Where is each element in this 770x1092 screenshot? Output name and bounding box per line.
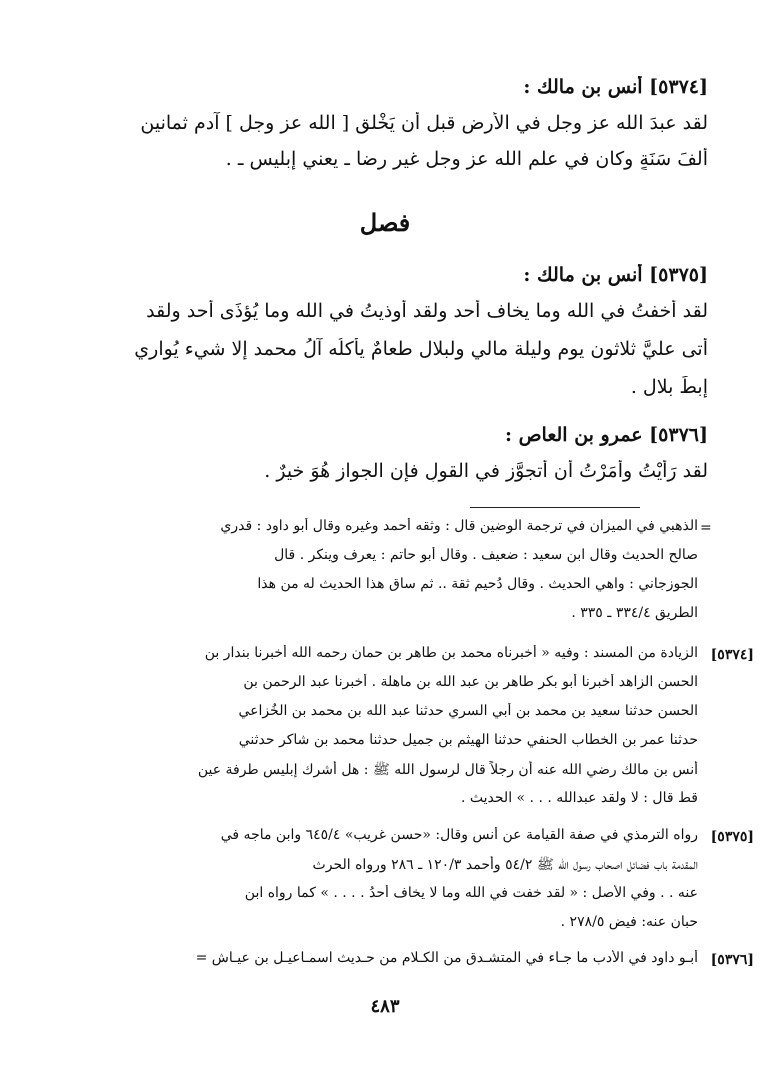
footnote-line: صالح الحديث وقال ابن سعيد : ضعيف . وقال أبو حاتم : يعرف وينكر . قال [274, 547, 698, 563]
entry-5375-header [58, 264, 708, 286]
footnote-line: أبـو داود في الأدب ما جـاء في المتشـدق من الكـلام من حـديث اسمـاعيـل بن عيـاش = [195, 950, 698, 966]
footnote-line: المقدمة باب فضائل اصحاب رسول الله ﷺ ٥٤/٢ وأحمد ١٢٠/٣ ـ ٢٨٦ ورواه الحرث [312, 857, 698, 873]
footnote-line: حدثنا عمر بن الخطاب الحنفي حدثنا الهيثم بن جميل حدثنا محمد بن شاكر حدثني [238, 732, 698, 748]
entry-number: [٥٣٧٥] [649, 264, 708, 286]
footnote-line: الزيادة من المسند : وفيه « أخبرناه محمد بن طاهر بن حمان رحمه الله أخبرنا بندار بن [204, 645, 698, 661]
footnote-line: الذهبي في الميزان في ترجمة الوضين قال : وثقه أحمد وغيره وقال أبو داود : قدري [220, 518, 698, 534]
footnote-line: قط قال : لا ولقد عبدالله . . . » الحديث . [461, 790, 698, 806]
footnote-line: الحسن الزاهد أخبرنا أبو بكر طاهر بن عبد الله بن ماهلة . أخبرنا عبد الرحمن بن [243, 674, 698, 690]
entry-text-line: لقد رَأَيْتُ وأَمَرْتُ أن أتجوَّز في القولِ فإن الجواز هُوَ خيرٌ . [264, 460, 708, 482]
page-number: ٤٨٣ [370, 996, 400, 1017]
entry-text-line: لقد أُخفتُ في الله وما يخاف أحد ولقد أُوذيتُ في الله وما يُؤذَى أحد ولقد [146, 300, 708, 322]
entry-text-line: أَلفَ سَنَةٍ وكان في علم الله عز وجل غير رضا ـ يعني إبليس ـ . [225, 148, 708, 170]
footnote-line: الحسن حدثنا سعيد بن محمد بن أبي السري حدثنا عبد الله بن محمد بن الخُزاعي [238, 703, 698, 719]
entry-text-line: أتى عليَّ ثلاثون يوم وليلة مالي ولبلال طعامٌ يأكلُه آلُ محمد إلا شيء يُواري [134, 338, 708, 360]
entry-number: [٥٣٧٦] [649, 424, 708, 446]
footnote-line: عنه . . وفي الأصل : « لقد خفت في الله وما لا يخاف أحدُ . . . . » كما رواه ابن [244, 885, 698, 901]
footnote-line: رواه الترمذي في صفة القيامة عن أنس وقال: «حسن غريب» ٦٤٥/٤ وابن ماجه في [220, 827, 698, 843]
continuation-mark: = [700, 520, 712, 536]
footnote-line: حبان عنه: فيض ٢٧٨/٥ . [560, 914, 698, 930]
footnote-number: [٥٣٧٤] [710, 647, 754, 663]
entry-5374-header [58, 76, 708, 98]
entry-text-line: إبطَ بلال . [630, 376, 708, 398]
entry-speaker: أنس بن مالك : [523, 264, 643, 286]
footnote-line: الجوزجاني : واهي الحديث . وقال دُحيم ثقة .. ثم ساق هذا الحديث له من هذا [257, 576, 698, 592]
entry-5376-header [58, 424, 708, 446]
footnote-number: [٥٣٧٥] [710, 829, 754, 845]
entry-number: [٥٣٧٤] [649, 76, 708, 98]
section-title: فصل [359, 208, 411, 237]
entry-text-line: لقد عبدَ الله عز وجل في الأرض قبل أن يَخْلق [ الله عز وجل ] آدم ثمانين [140, 112, 708, 134]
entry-speaker: أنس بن مالك : [523, 76, 643, 98]
footnote-line: الطريق ٣٣٤/٤ ـ ٣٣٥ . [571, 605, 698, 621]
footnote-line: أنس بن مالك رضي الله عنه أن رجلاً قال لرسول الله ﷺ : هل أشرك إبليس طرفة عين [197, 762, 698, 778]
footnote-number: [٥٣٧٦] [710, 952, 754, 968]
entry-speaker: عمرو بن العاص : [504, 424, 643, 446]
footnote-separator [470, 507, 640, 508]
